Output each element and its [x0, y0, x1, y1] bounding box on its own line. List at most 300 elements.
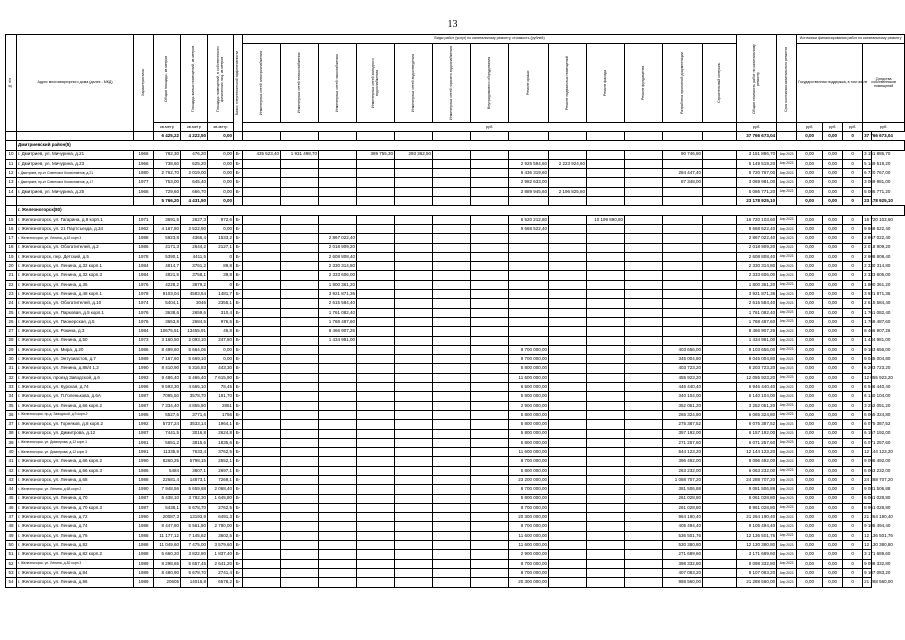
- work-cell: [703, 243, 737, 252]
- work-cell: [319, 475, 357, 484]
- row-number: 45: [6, 494, 17, 503]
- table-row: [6, 252, 905, 261]
- work-cell: [281, 178, 319, 187]
- row-number: 16: [6, 224, 17, 233]
- work-cell: [703, 178, 737, 187]
- owners-funds-cell: 3 069 981,00: [863, 178, 872, 187]
- area-living-cell: 5 316,83: [181, 364, 208, 373]
- total-cost-cell: 1 800 361,20: [737, 280, 777, 289]
- row-number: 46: [6, 503, 17, 512]
- work-cell: [703, 410, 737, 419]
- work-cell: [357, 308, 395, 317]
- area-owned-cell: 2624,8: [208, 429, 234, 438]
- work-cell: [319, 224, 357, 233]
- work-cell: [703, 317, 737, 326]
- work-cell: [319, 197, 357, 206]
- address-cell: г. Дмитриев, ул. Мичурина, д.21: [17, 150, 134, 159]
- total-cost-cell: 6 720 767,00: [737, 169, 777, 178]
- year-cell: 1991: [134, 448, 154, 457]
- work-cell: [471, 541, 509, 550]
- work-cell: [703, 252, 737, 261]
- area-living-cell: 4583,54: [181, 290, 208, 299]
- work-cell: [625, 215, 663, 224]
- work-cell: [471, 262, 509, 271]
- energy-class-cell: Б-: [234, 392, 243, 401]
- address-cell: г. Дмитриев, пр-кт Советских Космонавтов, д.21: [17, 169, 134, 178]
- work-cell: [703, 271, 737, 280]
- col-w4: Инженерных сетей холодного водоснабжения: [357, 44, 395, 123]
- work-cell: [625, 503, 663, 512]
- owners-funds-cell: 23 178 925,10: [863, 197, 872, 206]
- regional-budget-cell: 0,00: [823, 541, 843, 550]
- row-number: 29: [6, 345, 17, 354]
- year-cell: 1989: [134, 355, 154, 364]
- work-cell: [625, 336, 663, 345]
- work-cell: [433, 448, 471, 457]
- work-cell: [587, 132, 625, 141]
- work-cell: [509, 197, 549, 206]
- address-cell: г. Железногорск, ул. Ленина, д.32 корп.3: [17, 271, 134, 280]
- regional-budget-cell: 0,00: [823, 513, 843, 522]
- year-cell: 1988: [134, 550, 154, 559]
- regional-budget-cell: 0,00: [823, 466, 843, 475]
- table-row: [6, 503, 905, 512]
- end-month-cell: Апр 2023: [777, 383, 797, 392]
- work-cell: 345 004,80: [663, 355, 703, 364]
- energy-class-cell: Б-: [234, 541, 243, 550]
- area-total-cell: 4821,5: [154, 271, 181, 280]
- work-cell: [625, 541, 663, 550]
- work-cell: 5 800 000,00: [509, 420, 549, 429]
- row-number: 47: [6, 513, 17, 522]
- local-budget-cell: 0: [843, 336, 863, 345]
- work-cell: [549, 252, 587, 261]
- local-budget-cell: 0: [843, 485, 863, 494]
- table-row: [6, 457, 905, 466]
- year-cell: 1990: [134, 485, 154, 494]
- area-owned-cell: 1 645,80: [208, 494, 234, 503]
- end-month-cell: Апр 2023: [777, 364, 797, 373]
- owners-funds-cell: 2 333 606,00: [863, 271, 872, 280]
- address-cell: г. Железногорск, пр-д. Заводской, д.9 корп.2: [17, 410, 134, 419]
- work-cell: [471, 169, 509, 178]
- work-cell: [549, 345, 587, 354]
- regional-budget-cell: 0,00: [823, 178, 843, 187]
- energy-class-cell: Б-: [234, 345, 243, 354]
- work-cell: [587, 420, 625, 429]
- area-living-cell: 7633,4: [181, 448, 208, 457]
- energy-class-cell: [234, 132, 243, 141]
- area-owned-cell: 443,30: [208, 364, 234, 373]
- work-cell: 8 700 000,00: [509, 345, 549, 354]
- regional-budget-cell: 0,00: [823, 169, 843, 178]
- work-cell: [357, 327, 395, 336]
- work-cell: 1 088 707,20: [663, 475, 703, 484]
- col-w10: Ремонт фасада: [587, 44, 625, 123]
- total-cost-cell: 21 264 190,40: [737, 513, 777, 522]
- year-cell: 1993: [134, 373, 154, 382]
- work-cell: [433, 383, 471, 392]
- area-owned-cell: 2127,1: [208, 243, 234, 252]
- area-living-cell: 4 222,50: [181, 132, 208, 141]
- owners-funds-cell: 2 608 808,40: [863, 252, 872, 261]
- work-cell: [281, 420, 319, 429]
- work-cell: [471, 345, 509, 354]
- unit-works: руб.: [243, 123, 737, 132]
- work-cell: [625, 568, 663, 577]
- owners-funds-cell: 5 086 771,20: [863, 187, 872, 196]
- total-cost-cell: 6 203 723,20: [737, 364, 777, 373]
- total-cost-cell: 9 668 522,40: [737, 224, 777, 233]
- work-cell: [625, 271, 663, 280]
- table-row: [6, 206, 905, 215]
- year-cell: 1986: [134, 345, 154, 354]
- work-cell: [357, 224, 395, 233]
- work-cell: [433, 466, 471, 475]
- fund-cell: 0,00: [797, 392, 823, 401]
- work-cell: [281, 522, 319, 531]
- work-cell: 2 333 606,00: [319, 271, 357, 280]
- table-row: [6, 578, 905, 587]
- work-cell: [587, 317, 625, 326]
- work-cell: 357 192,00: [663, 429, 703, 438]
- work-cell: 405 494,40: [663, 522, 703, 531]
- local-budget-cell: 0: [843, 308, 863, 317]
- col-address: Адрес многоквартирного дома (далее - МКД): [17, 35, 134, 132]
- address-cell: г. Железногорск, ул. Ленина, д.32 корп.1: [17, 262, 134, 271]
- owners-funds-cell: 1 761 082,40: [863, 308, 872, 317]
- fund-cell: 0,00: [797, 336, 823, 345]
- work-cell: [243, 224, 281, 233]
- fund-cell: 0,00: [797, 475, 823, 484]
- work-cell: [509, 234, 549, 243]
- work-cell: [663, 234, 703, 243]
- local-budget-cell: 0: [843, 373, 863, 382]
- work-cell: [243, 568, 281, 577]
- area-living-cell: 5 466,40: [181, 373, 208, 382]
- work-cell: [625, 559, 663, 568]
- area-total-cell: 3 160,50: [154, 336, 181, 345]
- work-cell: [625, 531, 663, 540]
- work-cell: [549, 373, 587, 382]
- work-cell: [357, 420, 395, 429]
- work-cell: [433, 215, 471, 224]
- work-cell: [243, 215, 281, 224]
- work-cell: 20 300 000,00: [509, 513, 549, 522]
- work-cell: [357, 578, 395, 587]
- work-cell: [433, 317, 471, 326]
- work-cell: 536 501,76: [663, 531, 703, 540]
- row-number: 37: [6, 420, 17, 429]
- work-cell: [357, 559, 395, 568]
- work-cell: [433, 252, 471, 261]
- address-cell: г. Железногорск, ул. Ленина, д.68: [17, 475, 134, 484]
- table-row: [6, 215, 905, 224]
- energy-class-cell: Б-: [234, 568, 243, 577]
- work-cell: [281, 438, 319, 447]
- work-cell: [549, 234, 587, 243]
- work-cell: [549, 336, 587, 345]
- area-owned-cell: 0,00: [208, 224, 234, 233]
- work-cell: 340 104,00: [663, 392, 703, 401]
- row-number: 21: [6, 271, 17, 280]
- table-row: [6, 336, 905, 345]
- row-number: 17: [6, 234, 17, 243]
- table-body: [6, 132, 905, 588]
- owners-funds-cell: 6 061 028,80: [863, 494, 872, 503]
- unit-sqm-3: кв.метр: [208, 123, 234, 132]
- work-cell: [281, 578, 319, 587]
- regional-budget-cell: 0,00: [823, 410, 843, 419]
- energy-class-cell: Б-: [234, 559, 243, 568]
- address-cell: г. Железногорск, ул. Ленина, д.82 корп.3: [17, 559, 134, 568]
- work-cell: [243, 197, 281, 206]
- work-cell: [703, 280, 737, 289]
- end-month-cell: Апр 2023: [777, 410, 797, 419]
- year-cell: 1976: [134, 280, 154, 289]
- area-total-cell: 4814,7: [154, 262, 181, 271]
- energy-class-cell: Б-: [234, 522, 243, 531]
- year-cell: 1990: [134, 364, 154, 373]
- fund-cell: 0,00: [797, 485, 823, 494]
- total-cost-cell: 37 766 673,04: [737, 132, 777, 141]
- row-number: 36: [6, 410, 17, 419]
- work-cell: [281, 252, 319, 261]
- work-cell: 1 800 361,20: [319, 280, 357, 289]
- work-cell: [587, 252, 625, 261]
- work-cell: [433, 373, 471, 382]
- total-cost-cell: 8 466 907,26: [737, 327, 777, 336]
- work-cell: [243, 243, 281, 252]
- fund-cell: 0,00: [797, 568, 823, 577]
- unit-f4: руб.: [863, 123, 905, 132]
- work-cell: [471, 364, 509, 373]
- work-cell: [587, 401, 625, 410]
- work-cell: [433, 327, 471, 336]
- table-row: [6, 522, 905, 531]
- fund-cell: 0,00: [797, 448, 823, 457]
- work-cell: [281, 485, 319, 494]
- area-total-cell: 7441,5: [154, 429, 181, 438]
- work-cell: [433, 132, 471, 141]
- row-number: 52: [6, 559, 17, 568]
- local-budget-cell: 0: [843, 169, 863, 178]
- local-budget-cell: 0: [843, 410, 863, 419]
- work-cell: [471, 150, 509, 159]
- owners-funds-cell: 12 130 380,80: [863, 541, 872, 550]
- col-w7: Внутридомового оборудования: [471, 44, 509, 123]
- total-cost-cell: 3 252 051,20: [737, 401, 777, 410]
- work-cell: [243, 132, 281, 141]
- work-cell: 2 330 314,80: [319, 262, 357, 271]
- table-row: [6, 243, 905, 252]
- work-cell: [471, 243, 509, 252]
- energy-class-cell: Б-: [234, 355, 243, 364]
- work-cell: 90 746,80: [663, 150, 703, 159]
- work-cell: [357, 494, 395, 503]
- work-cell: [319, 513, 357, 522]
- area-owned-cell: 2851: [208, 401, 234, 410]
- fund-cell: 0,00: [797, 280, 823, 289]
- work-cell: [395, 178, 433, 187]
- work-cell: [319, 531, 357, 540]
- row-number: 33: [6, 383, 17, 392]
- owners-funds-cell: 2 867 022,40: [863, 234, 872, 243]
- work-cell: 8 700 000,00: [509, 559, 549, 568]
- row-number: 39: [6, 438, 17, 447]
- work-cell: 352 051,20: [663, 401, 703, 410]
- work-cell: [395, 280, 433, 289]
- work-cell: [243, 485, 281, 494]
- work-cell: [395, 224, 433, 233]
- total-cost-cell: 12 136 501,76: [737, 531, 777, 540]
- end-month-cell: Апр 2023: [777, 457, 797, 466]
- area-owned-cell: 1481,7: [208, 290, 234, 299]
- work-cell: [663, 271, 703, 280]
- work-cell: 265 324,80: [663, 410, 703, 419]
- work-cell: [625, 466, 663, 475]
- work-cell: [587, 197, 625, 206]
- address-cell: г. Железногорск, ул. Ленина, д.42 корп.3: [17, 234, 134, 243]
- energy-class-cell: Б-: [234, 187, 243, 196]
- owners-funds-cell: 24 288 707,20: [863, 475, 872, 484]
- work-cell: [703, 420, 737, 429]
- area-owned-cell: 0: [208, 280, 234, 289]
- work-cell: [281, 448, 319, 457]
- work-cell: [587, 364, 625, 373]
- work-cell: [587, 559, 625, 568]
- address-cell: г. Железногорск, проезд Заводской, д.6: [17, 373, 134, 382]
- work-cell: [281, 531, 319, 540]
- work-cell: [395, 308, 433, 317]
- end-month-cell: Апр 2023: [777, 215, 797, 224]
- work-cell: [395, 187, 433, 196]
- work-cell: [549, 299, 587, 308]
- work-cell: [243, 503, 281, 512]
- work-cell: [471, 550, 509, 559]
- local-budget-cell: 0: [843, 327, 863, 336]
- work-cell: [587, 494, 625, 503]
- fund-cell: 0,00: [797, 429, 823, 438]
- work-cell: [243, 522, 281, 531]
- work-cell: [587, 280, 625, 289]
- area-owned-cell: 0,00: [208, 132, 234, 141]
- owners-funds-cell: 21 288 560,00: [863, 578, 872, 587]
- work-cell: [587, 299, 625, 308]
- owners-funds-cell: 16 720 103,60: [863, 215, 872, 224]
- work-cell: 284 447,40: [663, 169, 703, 178]
- unit-f2: руб.: [823, 123, 843, 132]
- work-cell: [625, 132, 663, 141]
- fund-cell: 0,00: [797, 457, 823, 466]
- area-owned-cell: 1756: [208, 410, 234, 419]
- work-cell: [703, 150, 737, 159]
- work-cell: [663, 224, 703, 233]
- work-cell: [703, 475, 737, 484]
- area-living-cell: 3 782,30: [181, 494, 208, 503]
- work-cell: [243, 383, 281, 392]
- work-cell: [395, 262, 433, 271]
- regional-budget-cell: 0,00: [823, 345, 843, 354]
- area-total-cell: 11335,9: [154, 448, 181, 457]
- work-cell: [243, 271, 281, 280]
- row-number: 53: [6, 568, 17, 577]
- energy-class-cell: Б-: [234, 280, 243, 289]
- year-cell: 1987: [134, 392, 154, 401]
- total-cost-cell: 5 086 771,20: [737, 187, 777, 196]
- work-cell: [625, 494, 663, 503]
- fund-cell: 0,00: [797, 262, 823, 271]
- work-cell: [357, 299, 395, 308]
- work-cell: [395, 299, 433, 308]
- fund-cell: 0,00: [797, 215, 823, 224]
- work-cell: 5 800 000,00: [509, 466, 549, 475]
- table-row: [6, 392, 905, 401]
- area-total-cell: 8103,04: [154, 290, 181, 299]
- work-cell: [395, 317, 433, 326]
- energy-class-cell: Б-: [234, 262, 243, 271]
- local-budget-cell: 0: [843, 494, 863, 503]
- work-cell: [357, 132, 395, 141]
- area-owned-cell: 3 579,60: [208, 541, 234, 550]
- total-cost-cell: 6 157 192,00: [737, 429, 777, 438]
- col-w1: Инженерных сетей электроснабжения: [243, 44, 281, 123]
- work-cell: [703, 550, 737, 559]
- row-number: 27: [6, 327, 17, 336]
- work-cell: [549, 215, 587, 224]
- total-cost-cell: 2 018 909,20: [737, 243, 777, 252]
- end-month-cell: Апр 2023: [777, 299, 797, 308]
- work-cell: [357, 541, 395, 550]
- row-number: 19: [6, 252, 17, 261]
- area-owned-cell: 2762,5: [208, 503, 234, 512]
- table-row: [6, 559, 905, 568]
- work-cell: [433, 522, 471, 531]
- regional-budget-cell: 0,00: [823, 280, 843, 289]
- work-cell: [357, 271, 395, 280]
- work-cell: [471, 252, 509, 261]
- work-cell: 8 700 000,00: [509, 457, 549, 466]
- work-cell: [471, 290, 509, 299]
- area-owned-cell: 0,00: [208, 197, 234, 206]
- total-cost-cell: 2 867 022,40: [737, 234, 777, 243]
- work-cell: [281, 224, 319, 233]
- area-living-cell: 2659,6: [181, 308, 208, 317]
- area-living-cell: 14873,1: [181, 475, 208, 484]
- area-total-cell: 7 167,60: [154, 355, 181, 364]
- work-cell: [433, 559, 471, 568]
- work-cell: [281, 159, 319, 168]
- work-cell: [509, 317, 549, 326]
- work-cell: [703, 578, 737, 587]
- year-cell: 1976: [134, 308, 154, 317]
- area-total-cell: 5 660,20: [154, 550, 181, 559]
- work-cell: [319, 578, 357, 587]
- work-cell: [549, 355, 587, 364]
- work-cell: [433, 159, 471, 168]
- col-w3: Инженерных сетей газоснабжения: [319, 44, 357, 123]
- work-cell: [357, 438, 395, 447]
- work-cell: [663, 280, 703, 289]
- work-cell: [471, 234, 509, 243]
- fund-cell: 0,00: [797, 224, 823, 233]
- table-row: [6, 475, 905, 484]
- fund-cell: 0,00: [797, 327, 823, 336]
- area-total-cell: 7095,50: [154, 392, 181, 401]
- year-cell: 1971: [134, 215, 154, 224]
- address-cell: г. Железногорск, ул. Ленина, д.72: [17, 513, 134, 522]
- area-owned-cell: 78,45: [208, 383, 234, 392]
